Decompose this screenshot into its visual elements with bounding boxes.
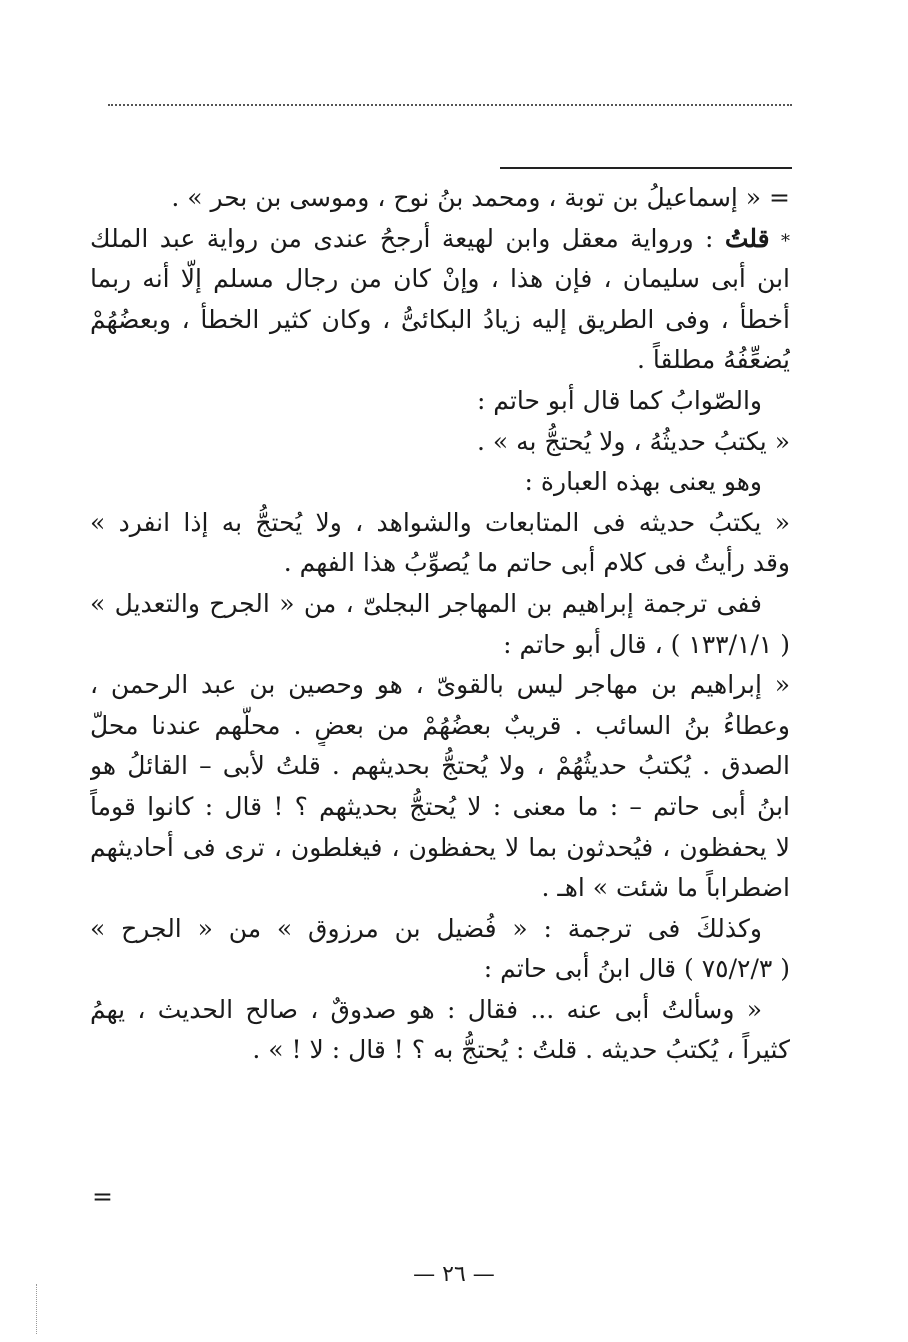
body-text (90, 178, 790, 1071)
text-line-8: وهو يعنى بهذه العبارة : (524, 467, 762, 497)
text-line-13: « إبراهيم بن مهاجر ليس بالقوىّ ، هو وحصين بن عبد الرحمن ، (90, 670, 790, 700)
text-line-14: وعطاءُ بنُ السائب . قريبٌ بعضُهُمْ من بعضٍ . محلُّهم عندنا محلّ (90, 710, 790, 740)
asterisk-marker: * (781, 230, 790, 252)
text-line-7: « يكتبُ حديثُهُ ، ولا يُحتجُّ به » . (477, 426, 790, 456)
text-line-17: لا يحفظون ، فيُحدثون بما لا يحفظون ، فيغلطون ، ترى فى أحاديثهم (90, 832, 790, 862)
footnote-separator-rule (500, 167, 792, 169)
text-line-12: ( ١٣٣/١/١ ) ، قال أبو حاتم : (503, 629, 790, 659)
text-line-1: = « إسماعيلُ بن توبة ، ومحمد بنُ نوح ، وموسى بن بحر » . (171, 183, 790, 212)
continuation-mark: = (92, 1182, 113, 1211)
text-line-15: الصدق . يُكتبُ حديثُهُمْ ، ولا يُحتجُّ بحديثهم . قلتُ لأبى – القائلُ هو (90, 751, 790, 781)
qultu-heading: قلتُ (724, 223, 770, 253)
text-line-6: والصّوابُ كما قال أبو حاتم : (476, 385, 762, 415)
text-line-2-rest: : ورواية معقل وابن لهيعة أرجحُ عندى من رواية عبد الملك (90, 223, 725, 253)
text-line-10: وقد رأيتُ فى كلام أبى حاتم ما يُصوِّبُ هذا الفهم . (283, 548, 790, 578)
page-number: — ٢٦ — (413, 1262, 495, 1287)
text-line-11: ففى ترجمة إبراهيم بن المهاجر البجلىّ ، من « الجرح والتعديل » (90, 588, 762, 618)
text-line-5: يُضعِّفُهُ مطلقاً . (636, 345, 790, 375)
text-line-21: « وسألتُ أبى عنه ... فقال : هو صدوقٌ ، صالح الحديث ، يهمُ (90, 994, 762, 1024)
text-line-20: ( ٧٥/٢/٣ ) قال ابنُ أبى حاتم : (483, 954, 790, 984)
text-line-2 (90, 219, 790, 260)
text-line-9: « يكتبُ حديثه فى المتابعات والشواهد ، ولا يُحتجُّ به إذا انفرد » (90, 507, 790, 537)
header-dotted-rule (108, 104, 792, 106)
text-line-19: وكذلكَ فى ترجمة : « فُضيل بن مرزوق » من « الجرح » (90, 913, 762, 943)
text-line-16: ابنُ أبى حاتم – : ما معنى : لا يُحتجُّ بحديثهم ؟ ! قال : كانوا قوماً (90, 791, 790, 821)
text-line-3: ابن أبى سليمان ، فإن هذا ، وإنْ كان من رجال مسلم إلّا أنه ربما (90, 264, 790, 294)
text-line-22: كثيراً ، يُكتبُ حديثه . قلتُ : يُحتجُّ به ؟ ! قال : لا ! » . (252, 1035, 790, 1065)
text-line-18: اضطراباً ما شئت » اهـ . (541, 873, 790, 903)
text-line-4: أخطأ ، وفى الطريق إليه زيادُ البكائىُّ ، وكان كثير الخطأ ، وبعضُهُمْ (90, 304, 790, 334)
margin-scan-mark (36, 1284, 37, 1334)
